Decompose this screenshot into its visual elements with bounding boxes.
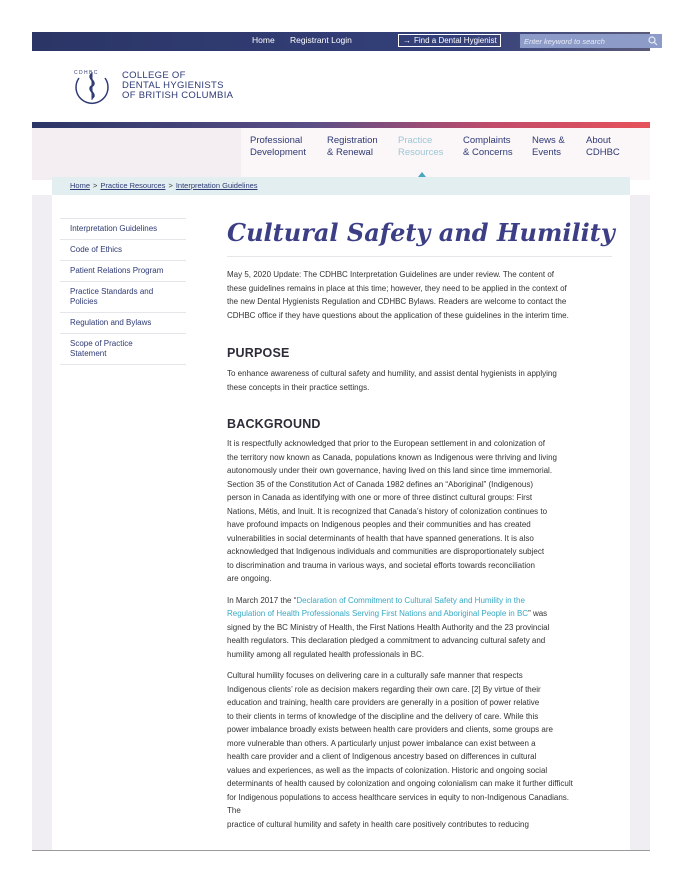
- breadcrumb-interpretation-guidelines[interactable]: Interpretation Guidelines: [175, 181, 258, 190]
- purpose-heading: PURPOSE: [227, 346, 290, 360]
- text-line: acknowledged that Indigenous individuals and communities are disproportionately subject: [227, 547, 545, 556]
- background-paragraph-1: [227, 437, 612, 586]
- nav-label-line1: About: [586, 135, 611, 146]
- nav-label-line2: & Renewal: [327, 147, 373, 158]
- text-line: vulnerabilities in social determinants of health that have spanned generations. It is also: [227, 533, 534, 543]
- text-line: It is respectfully acknowledged that prior to the European settlement in and colonization of: [227, 439, 545, 448]
- text-line: determinants of health caused by colonization and ongoing colonialism can make it further difficult: [227, 779, 573, 788]
- text-line: to discrimination and trauma in various ways, and societal efforts towards reconciliation: [227, 560, 535, 570]
- sidebar-item-label: Scope of Practice: [70, 339, 133, 348]
- text-fragment: In March 2017 the “: [227, 595, 297, 605]
- breadcrumb-separator: >: [168, 181, 173, 190]
- nav-about-cdhbc[interactable]: [586, 135, 620, 159]
- breadcrumb: [70, 181, 258, 190]
- text-fragment: ” was: [528, 609, 548, 618]
- sidebar-item-label: Practice Standards and: [70, 287, 154, 296]
- text-line: signed by the BC Ministry of Health, the First Nations Health Authority and the 23 provincial: [227, 622, 550, 632]
- site-header: [32, 51, 650, 122]
- declaration-link[interactable]: Regulation of Health Professionals Serving First Nations and Aboriginal People in BC: [227, 609, 529, 618]
- breadcrumb-home[interactable]: Home: [70, 181, 91, 190]
- arrow-right-icon: →: [403, 36, 411, 45]
- search-box: [520, 34, 662, 48]
- sidebar-item-regulation-bylaws[interactable]: [60, 313, 186, 334]
- title-divider: [227, 256, 612, 257]
- purpose-text: [227, 367, 612, 394]
- text-line: the territory now known as Canada, populations known as Indigenous were thriving and living: [227, 452, 557, 462]
- find-button-label: Find a Dental Hygienist: [414, 36, 497, 45]
- text-line: health care provider and a client of Indigenous ancestry based on differences in cultural: [227, 752, 537, 761]
- nav-complaints-concerns[interactable]: [463, 135, 513, 159]
- text-line: The: [227, 806, 241, 815]
- sidebar-item-label: Statement: [70, 349, 107, 358]
- sidebar: [60, 218, 186, 365]
- nav-label-line1: Professional: [250, 135, 303, 146]
- text-line: Section 35 of the Constitution Act of Canada 1982 defines an “Aboriginal” (Indigenous): [227, 479, 533, 489]
- nav-news-events[interactable]: [532, 135, 565, 159]
- registrant-login-link[interactable]: Registrant Login: [290, 35, 352, 45]
- bottom-divider: [32, 850, 650, 851]
- nav-label-line2: Development: [250, 147, 306, 158]
- sidebar-item-code-of-ethics[interactable]: [60, 240, 186, 261]
- utility-bar: [32, 32, 650, 51]
- text-line: humility among all regulated health professionals in BC.: [227, 649, 424, 659]
- main-nav: [32, 128, 650, 180]
- sidebar-item-label: Code of Ethics: [70, 245, 123, 254]
- nav-label-line1: Complaints: [463, 135, 511, 146]
- text-line: the new Dental Hygienists Regulation and CDHBC Bylaws. Readers are welcome to contact the: [227, 297, 567, 306]
- sidebar-item-label: Patient Relations Program: [70, 266, 164, 275]
- nav-professional-development[interactable]: [250, 135, 306, 159]
- svg-text:C D H B C: C D H B C: [74, 70, 98, 76]
- nav-label-line1: News &: [532, 135, 565, 146]
- text-line: Nations, Métis, and Inuit. It is recognized that Canada’s history of colonization continues to: [227, 506, 548, 516]
- nav-label-line2: CDHBC: [586, 147, 620, 158]
- nav-label-line1: Practice: [398, 135, 433, 146]
- text-line: power imbalance broadly exists between health care providers and clients, some groups are: [227, 725, 553, 734]
- text-line: Indigenous clients’ role as decision makers regarding their own care. [2] By virtue of their: [227, 684, 541, 694]
- text-line: these concepts in their practice settings.: [227, 382, 370, 392]
- text-line: more vulnerable than others. A particularly unjust power imbalance can exist between a: [227, 738, 536, 748]
- nav-label-line2: Events: [532, 147, 562, 158]
- text-line: [227, 594, 612, 608]
- text-line: values and experiences, as well as the impacts of colonization. Historic and ongoing social: [227, 765, 548, 775]
- text-line: Cultural humility focuses on delivering care in a culturally safe manner that respects: [227, 671, 523, 680]
- nav-practice-resources[interactable]: [398, 135, 443, 159]
- text-line: To enhance awareness of cultural safety and humility, and assist dental hygienists in applying: [227, 369, 557, 378]
- declaration-link[interactable]: Declaration of Commitment to Cultural Safety and Humility in the: [296, 595, 525, 605]
- logo-text[interactable]: [122, 71, 233, 101]
- sidebar-item-label: Interpretation Guidelines: [70, 224, 158, 233]
- background-paragraph-2: [227, 594, 612, 662]
- find-dental-hygienist-button[interactable]: [398, 34, 501, 47]
- breadcrumb-practice-resources[interactable]: Practice Resources: [100, 181, 166, 190]
- text-line: these guidelines remains in place at this time; however, they need to be applied in the context of: [227, 283, 567, 293]
- active-nav-caret-icon: [418, 172, 426, 177]
- sidebar-item-scope-of-practice[interactable]: [60, 334, 186, 365]
- search-input[interactable]: [520, 34, 640, 48]
- logo-line-2: DENTAL HYGIENISTS: [122, 80, 224, 91]
- sidebar-item-practice-standards[interactable]: [60, 282, 186, 313]
- text-line: to their clients in terms of knowledge of the discipline and the delivery of care. While this: [227, 711, 539, 721]
- text-line: health regulators. This declaration pledged a commitment to advancing cultural safety and: [227, 636, 546, 645]
- breadcrumb-separator: >: [93, 181, 98, 190]
- sidebar-item-interpretation-guidelines[interactable]: [60, 218, 186, 240]
- home-link[interactable]: Home: [252, 35, 275, 45]
- text-line: [227, 607, 612, 621]
- nav-registration-renewal[interactable]: [327, 135, 378, 159]
- background-heading: BACKGROUND: [227, 417, 321, 431]
- text-line: May 5, 2020 Update: The CDHBC Interpretation Guidelines are under review. The content of: [227, 270, 554, 279]
- nav-label-line2: & Concerns: [463, 147, 513, 158]
- text-line: practice of cultural humility and safety in health care positively contributes to reducing: [227, 819, 529, 829]
- text-line: have profound impacts on Indigenous peoples and their communities and has created: [227, 520, 531, 529]
- background-paragraph-3: [227, 669, 612, 831]
- text-line: CDHBC office if they have questions about the application of these guidelines in the interim time.: [227, 310, 569, 320]
- cdhbc-logo-icon[interactable]: [70, 64, 114, 108]
- text-line: autonomously under their own governance, having lived on this land since time immemorial.: [227, 466, 553, 475]
- nav-label-line2: Resources: [398, 147, 444, 158]
- text-line: are ongoing.: [227, 574, 272, 583]
- main-content: [227, 218, 615, 831]
- logo-line-1: COLLEGE OF: [122, 70, 186, 81]
- logo-line-3: OF BRITISH COLUMBIA: [122, 90, 234, 101]
- nav-label-line1: Registration: [327, 135, 378, 146]
- breadcrumb-bar: [52, 177, 630, 195]
- page-title: Cultural Safety and Humility: [227, 218, 615, 247]
- sidebar-item-label: Policies: [70, 297, 98, 306]
- search-icon[interactable]: [648, 36, 658, 46]
- update-notice: [227, 268, 612, 322]
- sidebar-item-label: Regulation and Bylaws: [70, 318, 152, 327]
- text-line: education and training, health care providers are generally in a position of power relative: [227, 698, 540, 707]
- sidebar-item-patient-relations[interactable]: [60, 261, 186, 282]
- text-line: person in Canada as identifying with one or more of three distinct cultural groups: First: [227, 493, 533, 502]
- text-line: for Indigenous populations to access healthcare services in equity to non-Indigenous Canadians.: [227, 792, 569, 802]
